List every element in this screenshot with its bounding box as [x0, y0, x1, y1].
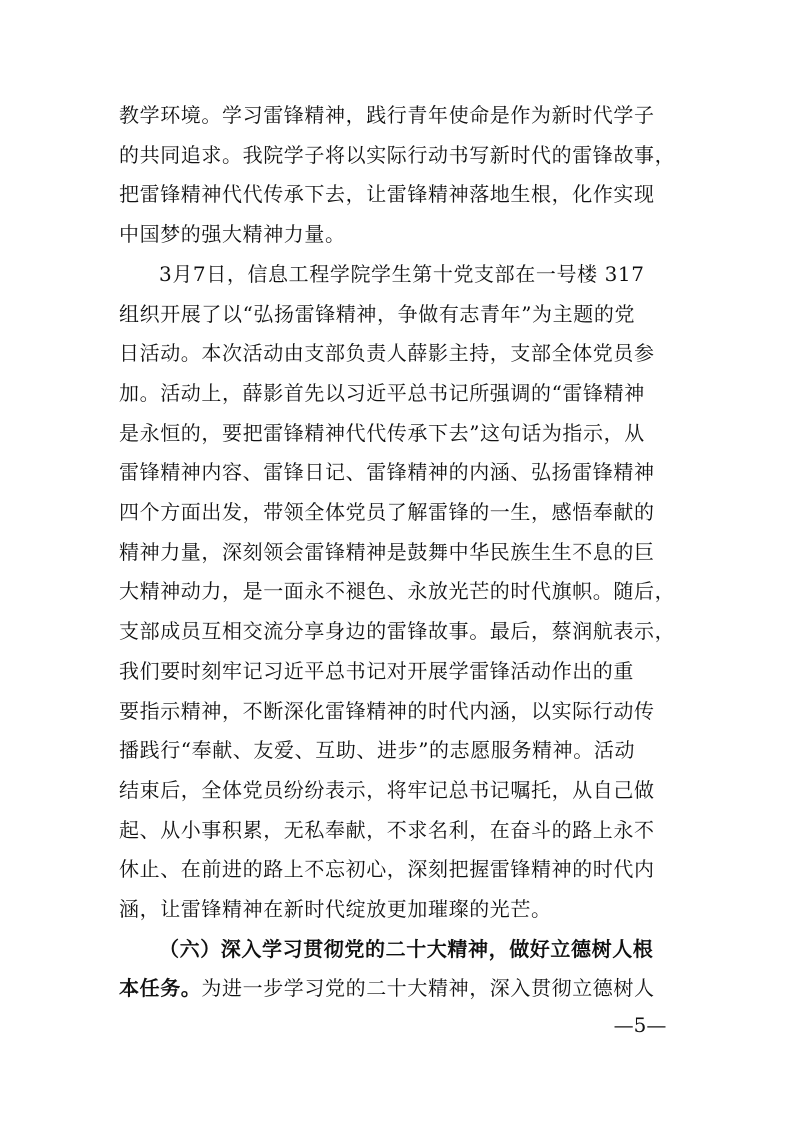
text-line: [119, 373, 679, 413]
text-segment: 教学环境。学习雷锋精神，践行青年使命是作为新时代学子: [119, 103, 655, 127]
text-line: [119, 889, 679, 929]
text-segment: 涵，让雷锋精神在新时代绽放更加璀璨的光芒。: [119, 897, 552, 921]
text-line: [119, 333, 679, 373]
text-line: [119, 730, 679, 770]
text-segment: 结束后，全体党员纷纷表示，将牢记总书记嘱托，从自己做: [119, 777, 655, 802]
text-segment: 要指示精神，不断深化雷锋精神的时代内涵，以实际行动传: [119, 698, 655, 723]
text-segment: 支部成员互相交流分享身边的雷锋故事。最后，蔡润航表示，: [119, 619, 676, 644]
text-line: [119, 214, 679, 254]
text-segment: 中国梦的强大精神力量。: [119, 222, 346, 247]
text-line: [119, 770, 679, 810]
bold-text-segment: （六）深入学习贯彻党的二十大精神，做好立德树人根: [159, 936, 654, 961]
text-segment: 为进一步学习党的二十大精神，深入贯彻立德树人: [201, 976, 655, 1001]
text-segment: 播践行“奉献、友爱、互助、进步”的志愿服务精神。活动: [119, 738, 636, 763]
text-segment: 四个方面出发，带领全体党员了解雷锋的一生，感悟奉献的: [119, 500, 655, 524]
text-line: [119, 174, 679, 214]
page-number: —5—: [613, 1013, 667, 1037]
text-segment: 精神力量，深刻领会雷锋精神是鼓舞中华民族生生不息的巨: [119, 539, 655, 564]
text-line: [119, 810, 679, 850]
text-segment: 加。活动上，薛影首先以习近平总书记所强调的“雷锋精神: [119, 380, 645, 405]
text-segment: 组织开展了以“弘扬雷锋精神，争做有志青年”为主题的党: [119, 301, 636, 326]
text-segment: 日活动。本次活动由支部负责人薛影主持，支部全体党员参: [119, 341, 655, 366]
text-line: [119, 95, 679, 135]
text-line: [119, 492, 679, 532]
text-line: [119, 294, 679, 334]
text-segment: 大精神动力，是一面永不褪色、永放光芒的时代旗帜。随后，: [119, 579, 676, 604]
text-line: [119, 532, 679, 572]
text-segment: 3月7日，信息工程学院学生第十党支部在一号楼 317: [159, 261, 645, 286]
text-line: [119, 452, 679, 492]
text-segment: 把雷锋精神代代传承下去，让雷锋精神落地生根，化作实现: [119, 182, 655, 207]
text-segment: 雷锋精神内容、雷锋日记、雷锋精神的内涵、弘扬雷锋精神: [119, 460, 655, 485]
text-segment: 休止、在前进的路上不忘初心，深刻把握雷锋精神的时代内: [119, 857, 655, 882]
text-line: [119, 651, 679, 691]
text-segment: 我们要时刻牢记习近平总书记对开展学雷锋活动作出的重: [119, 658, 634, 683]
text-line: [119, 135, 679, 175]
text-line: [119, 691, 679, 731]
text-segment: 是永恒的，要把雷锋精神代代传承下去”这句话为指示，从: [119, 420, 645, 445]
text-line: [119, 571, 679, 611]
text-line: [159, 254, 679, 294]
text-segment: 的共同追求。我院学子将以实际行动书写新时代的雷锋故事，: [119, 142, 676, 167]
text-line: [119, 849, 679, 889]
text-segment: 起、从小事积累，无私奉献，不求名利，在奋斗的路上永不: [119, 817, 655, 842]
text-line: [159, 929, 679, 969]
bold-text-segment: 本任务。: [119, 976, 202, 1001]
text-line: [119, 611, 679, 651]
text-line: [119, 968, 679, 1008]
text-line: [119, 413, 679, 453]
